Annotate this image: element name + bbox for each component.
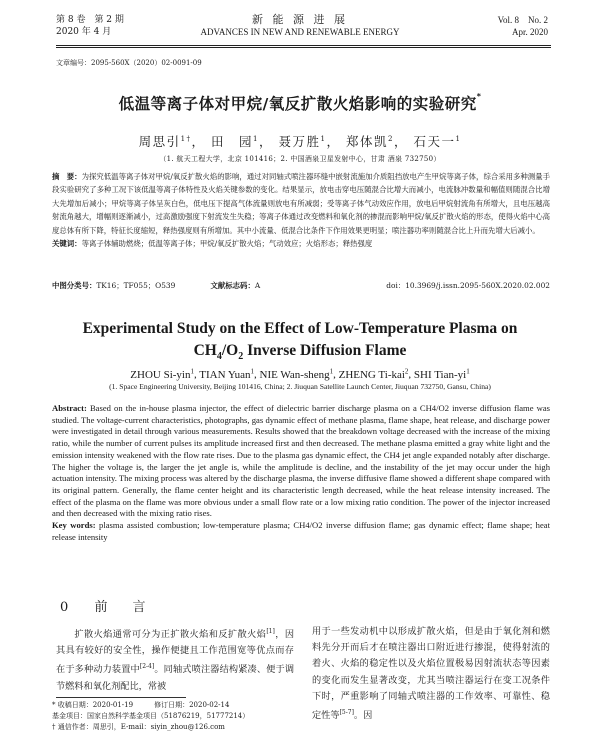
volume-issue-en: Vol. 8 No. 2 (497, 15, 548, 25)
clc-code: TK16；TF055；O539 (96, 281, 176, 290)
section-number: 0 (60, 600, 75, 615)
header-rule-thin (56, 47, 551, 48)
keywords-label-cn: 关键词： (52, 239, 82, 249)
classification-row (52, 280, 550, 291)
affiliation-cn: （1. 航天工程大学，北京 101416；2. 中国酒泉卫星发射中心，甘肃 酒泉 732750） (159, 155, 441, 163)
keywords-text-cn: 等离子体辅助燃烧；低温等离子体；甲烷/氧反扩散火焰；气动效应；火焰形态；释热强度 (81, 239, 373, 249)
citation: [5-7] (339, 709, 354, 717)
author-en: ZHENG Ti-kai$^2$ (338, 367, 409, 381)
journal-name-cn: 新 能 源 进 展 (252, 13, 348, 26)
author-list-cn: 周思引$^{1\dagger}$， 田 园$^1$， 聂万胜$^1$， 郑体凯$^2$， 石天一$^1$ (138, 134, 462, 149)
title-footnote-mark: * (476, 92, 482, 101)
clc-label: 中图分类号： (52, 281, 97, 290)
abstract-en (52, 403, 550, 543)
author-list-en: ZHOU Si-yin$^1$, TIAN Yuan$^1$, NIE Wan-sheng$^1$, ZHENG Ti-kai$^2$, SHI Tian-$yi^1$ (130, 367, 470, 381)
keywords-en (52, 520, 550, 543)
volume-issue: 第 8 卷 第 2 期 (56, 15, 124, 25)
author-cn: 周思引$^{1\dagger}$ (138, 134, 192, 149)
header-rule (56, 45, 551, 46)
author-cn: 聂万胜$^1$ (278, 134, 327, 149)
abstract-text-cn: 为探究低温等离子体对甲烷/氧反扩散火焰的影响，通过对同轴式喷注器环缝中嵌射流施加介质阻挡放电产生甲烷等离子体，综合采用多种测量手段实验研究了多种工况下该低温等离子体特性及火焰关键参数的变化。结果显示，放电击穿电压随混合比增大而减小，电流脉冲数量和幅值则随混合比增大先增加后减小；甲烷等离子体呈灰白色，低电压下提高气体流量则放电有所减弱；受等离子体气动效应作用，放电后甲烷射流角有所增大，且电压越高射流角越大，增幅则逐渐减小，过高激励强度下射流发生失稳；等离子体通过改变燃料和氧化剂的掺混而影响甲烷/氧反扩散火焰的形态，使得火焰中心高度总体有所下降，特征长度缩短，释热强度则有所增加。其中小流量、低混合比条件下作用效果更明显；喷注器功率则随混合比上升而先增大后减小。 (52, 172, 550, 235)
doi: doi：10.3969/j.issn.2095-560X.2020.02.002 (386, 281, 550, 290)
keywords-text-en: plasma assisted combustion; low-temperature plasma; CH4/O2 inverse diffusion flame; gas dynamic effect; flame shape; heat release intensity (52, 520, 550, 542)
article-number: 文章编号：2095-560X（2020）02-0091-09 (56, 59, 202, 67)
abstract-label-en: Abstract: (52, 403, 87, 413)
body-column-left: 扩散火焰通常可分为正扩散火焰和反扩散火焰[1]，因其具有较好的安全性，操作便捷且工作范围宽等优点而存在于多种动力装置中[2-4]。同轴式喷注器结构紧凑、便于调节燃料和氧化剂配比，常被 (56, 628, 295, 692)
author-cn: 郑体凯$^2$ (345, 134, 394, 149)
journal-volume-en (498, 14, 548, 38)
footnote-block (52, 700, 249, 733)
footnote-rule (56, 697, 186, 698)
author-en: ZHOU Si-yin$^1$ (130, 367, 194, 381)
journal-name-en: ADVANCES IN NEW AND RENEWABLE ENERGY (200, 27, 400, 37)
author-cn: 石天一$^1$ (413, 134, 462, 149)
author-en: SHI Tian-$yi^1$ (413, 367, 470, 381)
title-text: 低温等离子体对甲烷/氧反扩散火焰影响的实验研究 (118, 95, 477, 113)
paper-title-cn (0, 92, 600, 114)
publish-date-en: Apr. 2020 (512, 27, 548, 37)
citation: [2-4] (139, 663, 155, 671)
doc-code-label: 文献标志码： (210, 281, 255, 290)
keywords-label-en: Key words: (52, 520, 96, 531)
body-column-right: 用于一些发动机中以形成扩散火焰，但是由于氧化剂和燃料先分开而后才在喷注器出口附近进行掺混，使得射流的着火、火焰的稳定性以及火焰位置极易因射流状态等因素的变化而发生显著改变，尤其当喷注器运行在变工况条件下时，严重影响了同轴式喷注器的工作效率、可靠性、稳定性等[5-7]。因 (312, 626, 550, 722)
citation: [1] (266, 628, 275, 635)
abstract-label-cn: 摘 要： (52, 172, 82, 181)
abstract-cn (52, 170, 550, 250)
title-en-line1: Experimental Study on the Effect of Low-Temperature Plasma on (82, 320, 518, 337)
publish-date: 2020 年 4 月 (56, 27, 112, 37)
footnote-fund: 基金项目：国家自然科学基金项目（51876219，51777214） (52, 712, 250, 720)
paper-title-en (0, 318, 600, 368)
title-en-line2: $CH_4/O_2$ Inverse Diffusion Flame (193, 342, 407, 363)
section-heading (60, 596, 152, 615)
affiliation-en: (1. Space Engineering University, Beijing 101416, China; 2. Jiuquan Satellite Launch Center, Jiuquan 732750, Gansu, China) (109, 382, 491, 391)
footnote-corresponding: † 通信作者：周思引，E-mail：siyin_zhou@126.com (52, 723, 225, 731)
abstract-text-en: Based on the in-house plasma injector, the effect of dielectric barrier discharge plasma on a CH4/O2 inverse diffusion flame was studied. The voltage-current characteristics, photographs, gas dynamic effect of methane plasma, flame shape, heat release, and discharge power were investigated in detail through various measurements. Results showed that the breakdown voltage decreased with the increase of the mixing ratio, while the number of current pulses its amplitude increased first and then decreased. The methane plasma emitted a gray white light and the emission intensity weakened with the flow rate rises. Due to the plasma gas dynamic effect, the CH4 jet angle expanded notably after discharge. The higher the voltage is, the larger the jet angle is, while the amplitude is decline, and the instability of the jet may occur under the high actuation intensity. The mixing process was altered by the discharge plasma, the inverse diffusive flame showed a different shape compared with its original pattern. Generally, the flame center height and its characteristic length decreased, while the heat release intensity increased. The effect of the plasma on the flame was more obvious under a small flow rate or a low mixing ratio condition. The power of the injector increased and then decreased with the mixing ratio rises. (52, 403, 550, 519)
doc-code: A (254, 281, 261, 290)
author-en: NIE Wan-sheng$^1$ (259, 367, 334, 381)
author-cn: 田 园$^1$ (211, 134, 260, 149)
keywords-cn (52, 237, 550, 250)
section-title: 前 言 (94, 600, 152, 615)
author-en: TIAN Yuan$^1$ (199, 367, 255, 381)
footnote-received: * 收稿日期：2020-01-19 修订日期：2020-02-14 (52, 701, 230, 709)
abstract-en-body (52, 403, 550, 520)
abstract-cn-body (52, 170, 550, 237)
